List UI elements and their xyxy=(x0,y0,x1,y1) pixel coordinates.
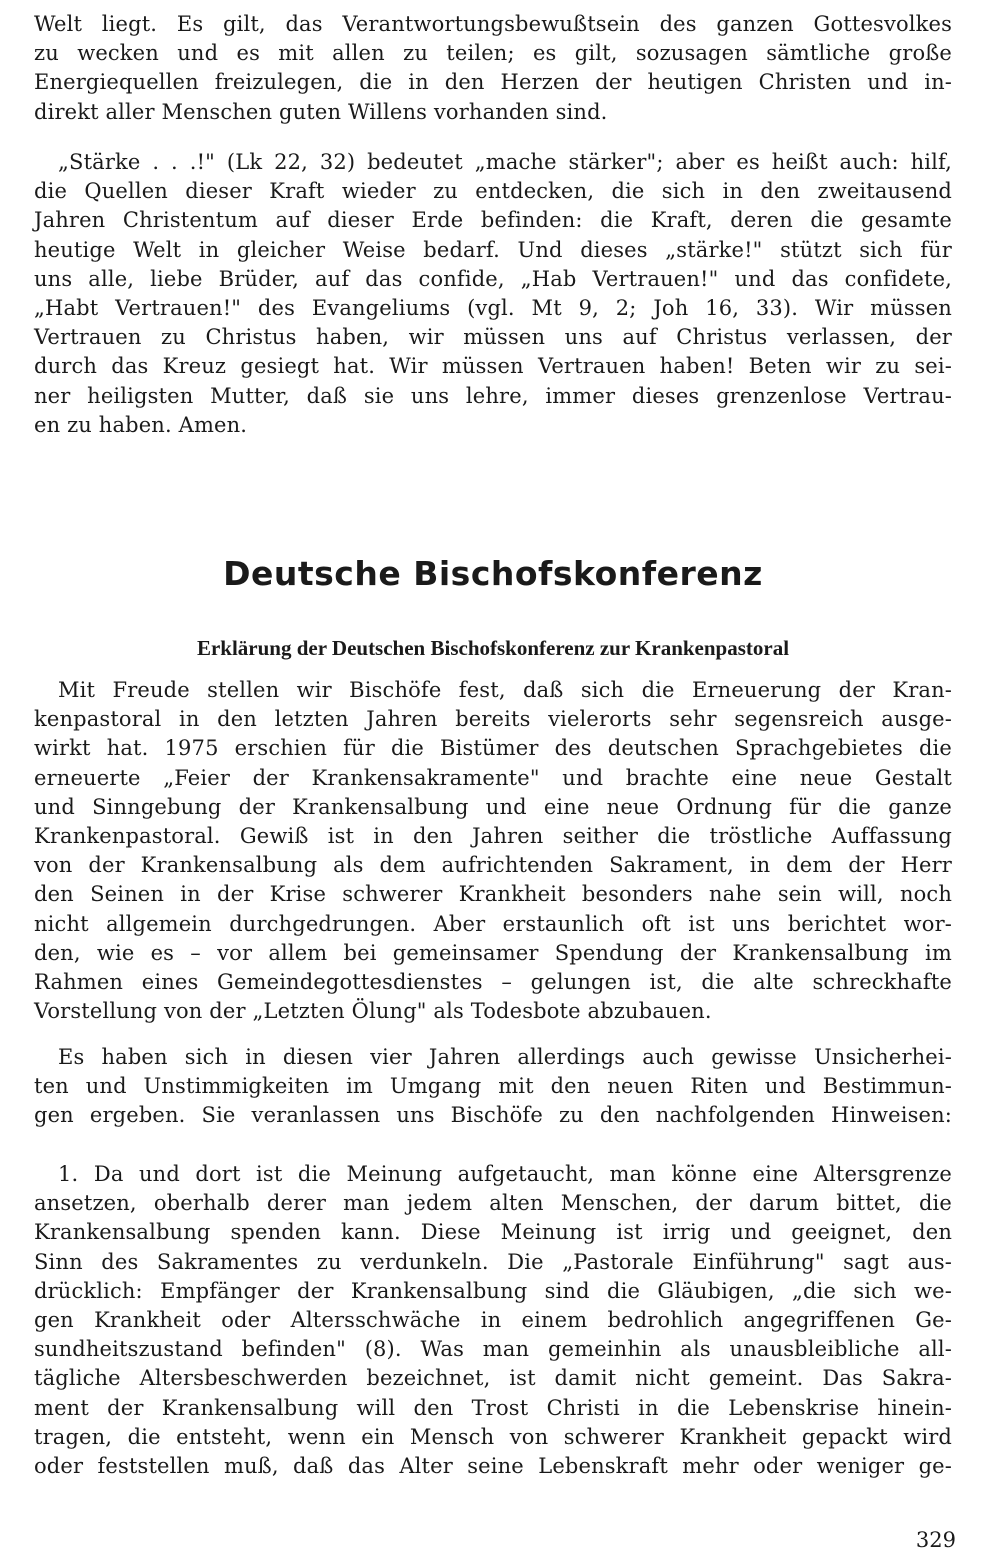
section-title: Deutsche Bischofskonferenz xyxy=(223,554,763,593)
prev-paragraph-1 xyxy=(34,10,952,127)
section-subtitle: Erklärung der Deutschen Bischofskonferenz zur Krankenpastoral xyxy=(196,636,790,660)
text-line: Es haben sich in diesen vier Jahren allerdings auch gewisse Unsicherhei- xyxy=(58,1045,952,1069)
text-line: Vorstellung von der „Letzten Ölung" als Todesbote abzubauen. xyxy=(34,999,712,1024)
text-line: von der Krankensalbung als dem aufrichtenden Sakrament, in dem der Herr xyxy=(34,853,952,878)
text-line: zu wecken und es mit allen zu teilen; es gilt, sozusagen sämtliche große xyxy=(34,41,952,66)
text-line: Welt liegt. Es gilt, das Verantwortungsbewußtsein des ganzen Gottesvolkes xyxy=(34,12,952,36)
text-line: „Stärke . . .!" (Lk 22, 32) bedeutet „mache stärker"; aber es heißt auch: hilf, xyxy=(58,150,952,174)
text-line: kenpastoral in den letzten Jahren bereits vielerorts sehr segensreich ausge- xyxy=(34,707,952,732)
text-line: Jahren Christentum auf dieser Erde befinden: die Kraft, deren die gesamte xyxy=(34,208,952,233)
text-line: nicht allgemein durchgedrungen. Aber erstaunlich oft ist uns berichtet wor- xyxy=(34,911,952,936)
text-line: erneuerte „Feier der Krankensakramente" und brachte eine neue Gestalt xyxy=(34,765,952,790)
text-line: en zu haben. Amen. xyxy=(34,412,248,437)
text-line: Mit Freude stellen wir Bischöfe fest, daß sich die Erneuerung der Kran- xyxy=(58,678,952,702)
text-line: sundheitszustand befinden" (8). Was man gemeinhin als unausbleibliche all- xyxy=(34,1337,952,1362)
text-line: drücklich: Empfänger der Krankensalbung sind die Gläubigen, „die sich we- xyxy=(34,1278,952,1303)
text-line: tragen, die entsteht, wenn ein Mensch von schwerer Krankheit gepackt wird xyxy=(34,1424,952,1449)
text-line: 1. Da und dort ist die Meinung aufgetaucht, man könne eine Altersgrenze xyxy=(58,1162,952,1186)
text-line: den, wie es – vor allem bei gemeinsamer Spendung der Krankensalbung im xyxy=(34,940,952,965)
text-line: Energiequellen freizulegen, die in den Herzen der heutigen Christen und in- xyxy=(34,70,952,95)
text-line: gen ergeben. Sie veranlassen uns Bischöfe zu den nachfolgenden Hinweisen: xyxy=(34,1103,952,1128)
text-line: ten und Unstimmigkeiten im Umgang mit den neuen Riten und Bestimmun- xyxy=(34,1074,952,1099)
text-line: „Habt Vertrauen!" des Evangeliums (vgl. Mt 9, 2; Joh 16, 33). Wir müssen xyxy=(34,295,952,320)
text-line: den Seinen in der Krise schwerer Krankheit besonders nahe sein will, noch xyxy=(34,882,952,907)
text-line: Rahmen eines Gemeindegottesdienstes – gelungen ist, die alte schreckhafte xyxy=(34,969,952,994)
text-line: oder feststellen muß, daß das Alter seine Lebenskraft mehr oder weniger ge- xyxy=(34,1453,952,1478)
text-line: Vertrauen zu Christus haben, wir müssen uns auf Christus verlassen, der xyxy=(34,325,952,350)
text-line: ansetzen, oberhalb derer man jedem alten Menschen, der darum bittet, die xyxy=(34,1191,952,1216)
text-line: und Sinngebung der Krankensalbung und eine neue Ordnung für die ganze xyxy=(34,794,952,819)
text-line: direkt aller Menschen guten Willens vorhanden sind. xyxy=(34,99,608,124)
text-line: ner heiligsten Mutter, daß sie uns lehre, immer dieses grenzenlose Vertrau- xyxy=(34,383,952,408)
body-paragraph-1 xyxy=(34,676,952,1026)
text-line: tägliche Altersbeschwerden bezeichnet, ist damit nicht gemeint. Das Sakra- xyxy=(34,1366,952,1391)
text-line: die Quellen dieser Kraft wieder zu entdecken, die sich in den zweitausend xyxy=(34,179,952,204)
page-number: 329 xyxy=(915,1528,956,1552)
body-paragraph-3 xyxy=(34,1160,952,1481)
text-line: Krankensalbung spenden kann. Diese Meinung ist irrig und geeignet, den xyxy=(34,1220,952,1245)
text-line: ment der Krankensalbung will den Trost Christi in die Lebenskrise hinein- xyxy=(34,1395,952,1420)
text-line: heutige Welt in gleicher Weise bedarf. Und dieses „stärke!" stützt sich für xyxy=(34,237,952,262)
text-line: uns alle, liebe Brüder, auf das confide, „Hab Vertrauen!" und das confidete, xyxy=(34,266,952,291)
prev-paragraph-2 xyxy=(34,148,952,440)
text-line: Krankenpastoral. Gewiß ist in den Jahren seither die tröstliche Auffassung xyxy=(34,823,952,848)
text-line: Sinn des Sakramentes zu verdunkeln. Die „Pastorale Einführung" sagt aus- xyxy=(34,1249,952,1274)
text-line: wirkt hat. 1975 erschien für die Bistümer des deutschen Sprachgebietes die xyxy=(34,736,952,761)
text-line: durch das Kreuz gesiegt hat. Wir müssen Vertrauen haben! Beten wir zu sei- xyxy=(34,354,952,379)
text-line: gen Krankheit oder Altersschwäche in einem bedrohlich angegriffenen Ge- xyxy=(34,1307,952,1332)
body-paragraph-2 xyxy=(34,1043,952,1131)
